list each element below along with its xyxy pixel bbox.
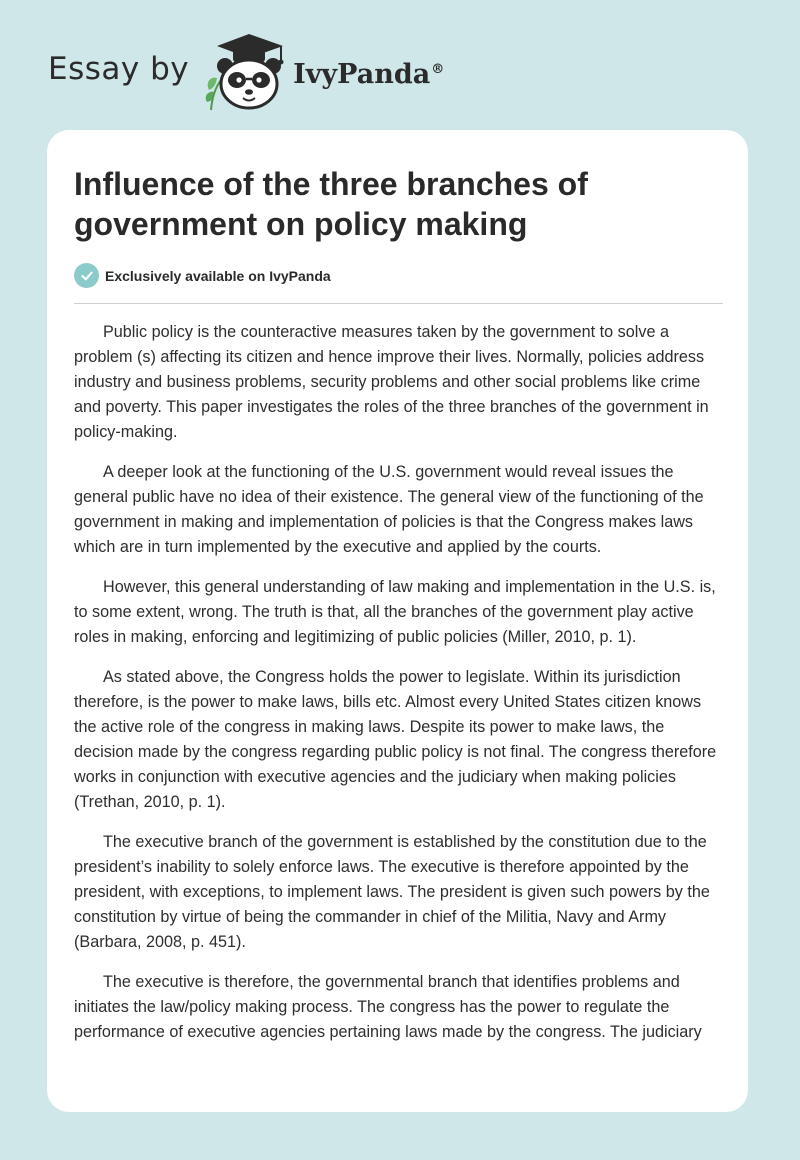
check-icon: [74, 263, 99, 288]
paragraph: A deeper look at the functioning of the U.S. government would reveal issues the general public have no idea of their existence. The general view of the functioning of the government in making and implementation of policies is that the Congress makes laws which are in turn implemented by the executive and applied by the courts.: [74, 463, 704, 556]
panda-graduation-cap-logo-icon[interactable]: [203, 32, 289, 112]
paragraph: As stated above, the Congress holds the power to legislate. Within its jurisdiction therefore, is the power to make laws, bills etc. Almost every United States citizen knows the active role of the congress in making laws. Despite its power to make laws, the decision made by the congress regarding public policy is not final. The congress therefore works in conjunction with executive agencies and the judiciary when making policies (Trethan, 2010, p. 1).: [74, 668, 717, 811]
essay-title: Influence of the three branches of government on policy making: [74, 166, 588, 242]
registered-mark: ®: [431, 61, 445, 77]
paragraph: The executive is therefore, the governmental branch that identifies problems and initiates the law/policy making process. The congress has the power to regulate the performance of executive agencies pertaining laws made by the congress. The judiciary: [74, 973, 702, 1041]
brand-name[interactable]: IvyPanda®: [293, 58, 445, 90]
essay-card: [47, 130, 748, 1112]
paragraph: However, this general understanding of law making and implementation in the U.S. is, to some extent, wrong. The truth is that, all the branches of the government play active roles in making, enforcing and legitimizing of public policies (Miller, 2010, p. 1).: [74, 578, 716, 646]
site-header: [48, 32, 444, 112]
title-divider: [74, 303, 723, 304]
essay-by-label: Essay by: [48, 51, 190, 87]
essay-body: [74, 320, 726, 1060]
exclusive-badge: [74, 263, 331, 288]
exclusive-badge-label: Exclusively available on IvyPanda: [105, 267, 331, 284]
paragraph: Public policy is the counteractive measures taken by the government to solve a problem (s) affecting its citizen and hence improve their lives. Normally, policies address industry and business problems, security problems and other social problems like crime and poverty. This paper investigates the roles of the three branches of the government in policy-making.: [74, 323, 709, 441]
paragraph: The executive branch of the government is established by the constitution due to the president’s inability to solely enforce laws. The executive is therefore appointed by the president, with exceptions, to implement laws. The president is given such powers by the constitution by virtue of being the commander in chief of the Militia, Navy and Army (Barbara, 2008, p. 451).: [74, 833, 710, 951]
